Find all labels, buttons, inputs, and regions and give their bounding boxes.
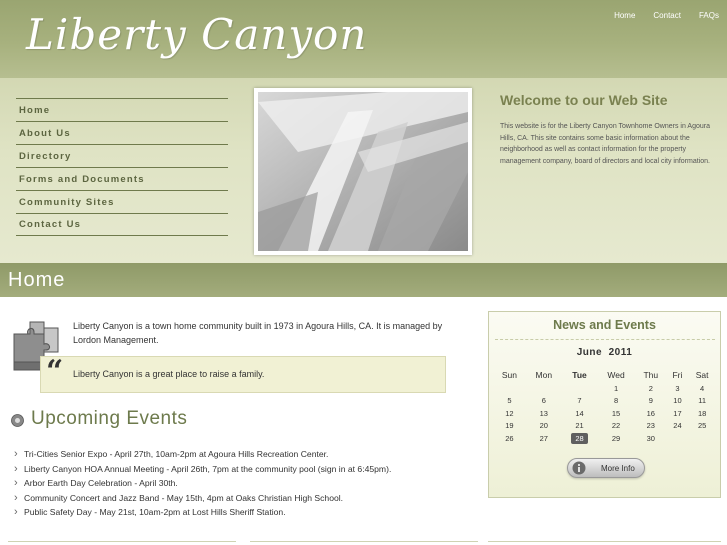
top-nav [614, 11, 719, 20]
calendar-week [493, 382, 716, 395]
calendar-day [688, 432, 716, 445]
architecture-image [258, 92, 468, 251]
calendar-week [493, 432, 716, 445]
calendar-day[interactable]: 27 [539, 433, 548, 443]
calendar-day[interactable]: 28 [562, 432, 597, 445]
calendar-year: 2011 [608, 347, 633, 358]
calendar-day[interactable]: 13 [539, 408, 548, 418]
more-info-label: More Info [601, 463, 635, 473]
calendar-day[interactable]: 20 [539, 421, 548, 431]
sidebar-item-home[interactable]: Home [16, 98, 228, 121]
calendar-weekday: Mon [535, 370, 553, 380]
calendar-day[interactable]: 1 [613, 383, 619, 393]
list-item: › Liberty Canyon HOA Annual Meeting - April 26th, 7pm at the community pool (sign in at 6:45pm). [14, 462, 484, 477]
calendar-day[interactable]: 23 [646, 421, 655, 431]
calendar-weekday: Fri [672, 370, 683, 380]
calendar-day[interactable]: 2 [648, 383, 653, 393]
sidebar-nav [16, 98, 228, 236]
banner-photo [254, 88, 472, 255]
more-info-button[interactable] [567, 458, 645, 478]
calendar-day[interactable]: 14 [575, 408, 584, 418]
page-title-bar [0, 263, 727, 297]
sidebar-item-forms-and-documents[interactable]: Forms and Documents [16, 167, 228, 190]
calendar-day [493, 382, 526, 395]
site-header [0, 0, 727, 78]
site-logo[interactable]: Liberty Canyon [26, 10, 368, 59]
architecture-photo [258, 92, 468, 251]
top-nav-contact[interactable]: Contact [653, 11, 681, 20]
list-item: › Arbor Earth Day Celebration - April 30th. [14, 476, 484, 491]
calendar-day[interactable]: 16 [646, 408, 655, 418]
calendar-weekday: Sat [695, 370, 709, 380]
sidebar-item-community-sites[interactable]: Community Sites [16, 190, 228, 213]
calendar-day[interactable]: 6 [541, 396, 546, 406]
list-item: › Public Safety Day - May 21st, 10am-2pm at Lost Hills Sheriff Station. [14, 505, 484, 520]
calendar-month [489, 347, 720, 358]
list-item: › Community Concert and Jazz Band - May 15th, 4pm at Oaks Christian High School. [14, 491, 484, 506]
top-nav-home[interactable]: Home [614, 11, 636, 20]
calendar-day[interactable]: 3 [675, 383, 680, 393]
bullet-circle-icon [11, 414, 24, 427]
calendar-day[interactable]: 10 [673, 396, 682, 406]
calendar-day [526, 382, 562, 395]
top-nav-faqs[interactable]: FAQs [698, 11, 719, 20]
footer-divider [250, 541, 478, 542]
sidebar-item-directory[interactable]: Directory [16, 144, 228, 167]
page-title: Home [8, 269, 66, 291]
calendar-day[interactable]: 25 [697, 421, 707, 431]
calendar-day [562, 382, 597, 395]
welcome-text: This website is for the Liberty Canyon Townhome Owners in Agoura Hills, CA. This site contains some basic information about the neighborhood as well as contact information for the property management company, board of directors and local city information. [500, 123, 710, 165]
calendar-day[interactable]: 29 [611, 433, 621, 443]
events-list [14, 447, 484, 520]
calendar-weekday: Sun [501, 370, 517, 380]
calendar-week [493, 395, 716, 408]
calendar-day[interactable]: 17 [673, 408, 682, 418]
intro-text: Liberty Canyon is a town home community built in 1973 in Agoura Hills, CA. It is managed by Lordon Management. [73, 321, 443, 345]
calendar-week [493, 407, 716, 420]
calendar-day[interactable]: 21 [575, 421, 584, 431]
calendar-day[interactable]: 15 [611, 408, 621, 418]
footer-divider [488, 541, 721, 542]
footer-divider [8, 541, 236, 542]
sidebar-item-contact-us[interactable]: Contact Us [16, 213, 228, 236]
calendar-day[interactable]: 22 [611, 421, 621, 431]
calendar-week [493, 420, 716, 433]
news-divider [495, 339, 715, 340]
list-item: › Tri-Cities Senior Expo - April 27th, 10am-2pm at Agoura Hills Recreation Center. [14, 447, 484, 462]
quote-icon: “ [46, 354, 64, 389]
calendar-day[interactable]: 7 [577, 396, 582, 406]
calendar-grid [493, 368, 716, 445]
calendar-day[interactable]: 18 [697, 408, 707, 418]
news-panel [488, 311, 721, 498]
calendar-weekday: Wed [607, 370, 625, 380]
sidebar-item-about-us[interactable]: About Us [16, 121, 228, 144]
calendar-day[interactable]: 30 [646, 433, 655, 443]
news-title: News and Events [553, 318, 656, 332]
calendar-day[interactable]: 8 [613, 396, 619, 406]
calendar-day[interactable]: 12 [505, 408, 514, 418]
welcome-title: Welcome to our Web Site [500, 92, 668, 108]
calendar-weekday: Tue [572, 370, 587, 380]
info-icon [572, 461, 586, 475]
calendar-day[interactable]: 24 [673, 421, 682, 431]
events-title: Upcoming Events [31, 408, 188, 429]
calendar-day[interactable]: 26 [505, 433, 514, 443]
calendar-day [667, 432, 689, 445]
calendar-day[interactable]: 4 [700, 383, 705, 393]
calendar-day[interactable]: 19 [505, 421, 514, 431]
calendar-weekday: Thu [643, 370, 659, 380]
calendar-day[interactable]: 9 [648, 396, 653, 406]
quote-text: Liberty Canyon is a great place to raise a family. [73, 369, 265, 379]
calendar-day[interactable]: 5 [507, 396, 512, 406]
calendar-day[interactable]: 11 [698, 396, 706, 406]
calendar-month-name: June [576, 347, 603, 358]
